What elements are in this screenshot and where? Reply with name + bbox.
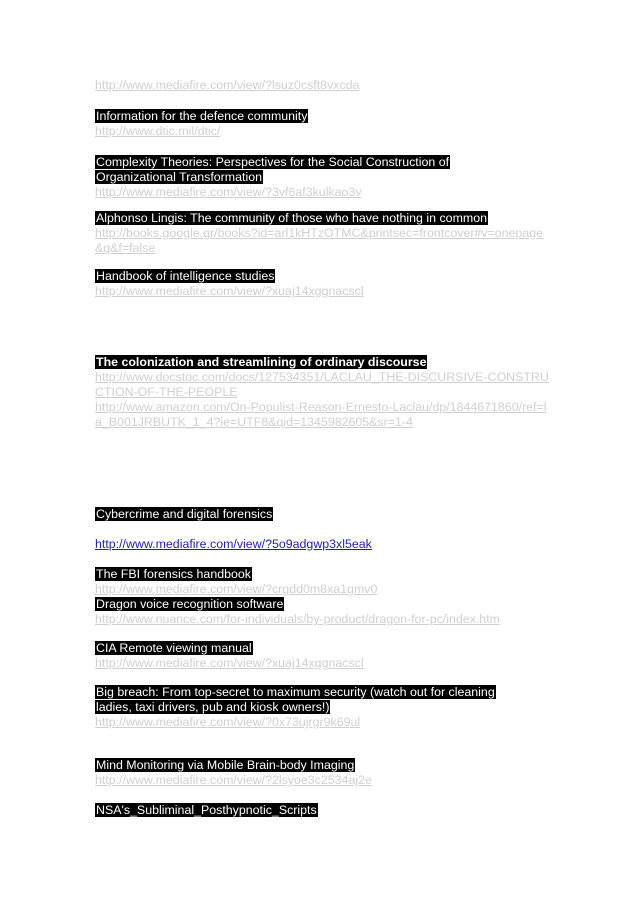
title-big-breach: Big breach: From top-secret to maximum security (watch out for cleaning ladies, taxi drivers, pub and kiosk owners!) — [96, 685, 495, 714]
title-handbook-intelligence: Handbook of intelligence studies — [96, 269, 275, 283]
link-mediafire-2lsy[interactable]: http://www.mediafire.com/view/?2lsyoe3c2534aj2e — [95, 773, 372, 787]
link-google-books[interactable]: http://books.google.gr/books?id=arl1kHTzOTMC&printsec=frontcover#v=onepage&q&f=false — [95, 226, 544, 255]
link-mediafire-crgdd[interactable]: http://www.mediafire.com/view/?crgdd0m8xa1gmv0 — [95, 582, 378, 596]
title-fbi-forensics: The FBI forensics handbook — [96, 567, 251, 581]
entry-mind-monitoring — [95, 758, 555, 788]
link-nuance-dragon[interactable]: http://www.nuance.com/for-individuals/by-product/dragon-for-pc/index.htm — [95, 612, 500, 626]
title-mind-monitoring: Mind Monitoring via Mobile Brain-body Imaging — [96, 758, 355, 772]
link-mediafire-3vf6[interactable]: http://www.mediafire.com/view/?3vf6af3kulkao3v — [95, 185, 362, 199]
title-cybercrime: Cybercrime and digital forensics — [96, 507, 273, 521]
entry-mediafire-top — [95, 78, 555, 93]
title-defence-community: Information for the defence community — [96, 109, 308, 123]
link-mediafire-xuaj-1[interactable]: http://www.mediafire.com/view/?xuaj14xggnacscl — [95, 284, 364, 298]
title-colonization-discourse: The colonization and streamlining of ordinary discourse — [96, 355, 427, 369]
title-nsa-scripts: NSA's_Subliminal_Posthypnotic_Scripts — [96, 803, 317, 817]
title-alphonso-lingis: Alphonso Lingis: The community of those who have nothing in common — [96, 211, 487, 225]
entry-big-breach — [95, 685, 515, 730]
entry-colonization-discourse — [95, 355, 550, 430]
entry-nsa-scripts — [95, 803, 555, 818]
entry-handbook-intelligence — [95, 269, 555, 299]
entry-alphonso-lingis — [95, 211, 550, 256]
entry-defence-community — [95, 109, 555, 139]
entry-complexity-theories — [95, 155, 475, 200]
title-complexity-theories: Complexity Theories: Perspectives for the Social Construction of Organizational Transformation — [96, 155, 450, 184]
link-mediafire-xuaj-2[interactable]: http://www.mediafire.com/view/?xuaj14xggnacscl — [95, 656, 364, 670]
entry-fbi-forensics — [95, 567, 555, 597]
link-mediafire-lsuz[interactable]: http://www.mediafire.com/view/?lsuz0csft8vxcda — [95, 78, 360, 92]
title-dragon-voice: Dragon voice recognition software — [96, 597, 284, 611]
link-amazon-populist-reason[interactable]: http://www.amazon.com/On-Populist-Reason-Ernesto-Laclau/dp/1844671860/ref=la_B001JRBUTK_1_4?ie=UTF8&qid=1345982605&sr=1-4 — [95, 400, 547, 429]
entry-dragon-voice — [95, 597, 555, 627]
link-dtic[interactable]: http://www.dtic.mil/dtic/ — [95, 124, 221, 138]
link-mediafire-5o9a[interactable]: http://www.mediafire.com/view/?5o9adgwp3xl5eak — [95, 537, 372, 551]
link-mediafire-0x73[interactable]: http://www.mediafire.com/view/?0x73ujrgr9k69ul — [95, 715, 361, 729]
title-cia-remote-viewing: CIA Remote viewing manual — [96, 641, 252, 655]
entry-cia-remote-viewing — [95, 641, 555, 671]
entry-cybercrime — [95, 507, 555, 552]
link-docstoc-laclau[interactable]: http://www.docstoc.com/docs/127534351/LACLAU_THE-DISCURSIVE-CONSTRUCTION-OF-THE-PEOPLE — [95, 370, 549, 399]
